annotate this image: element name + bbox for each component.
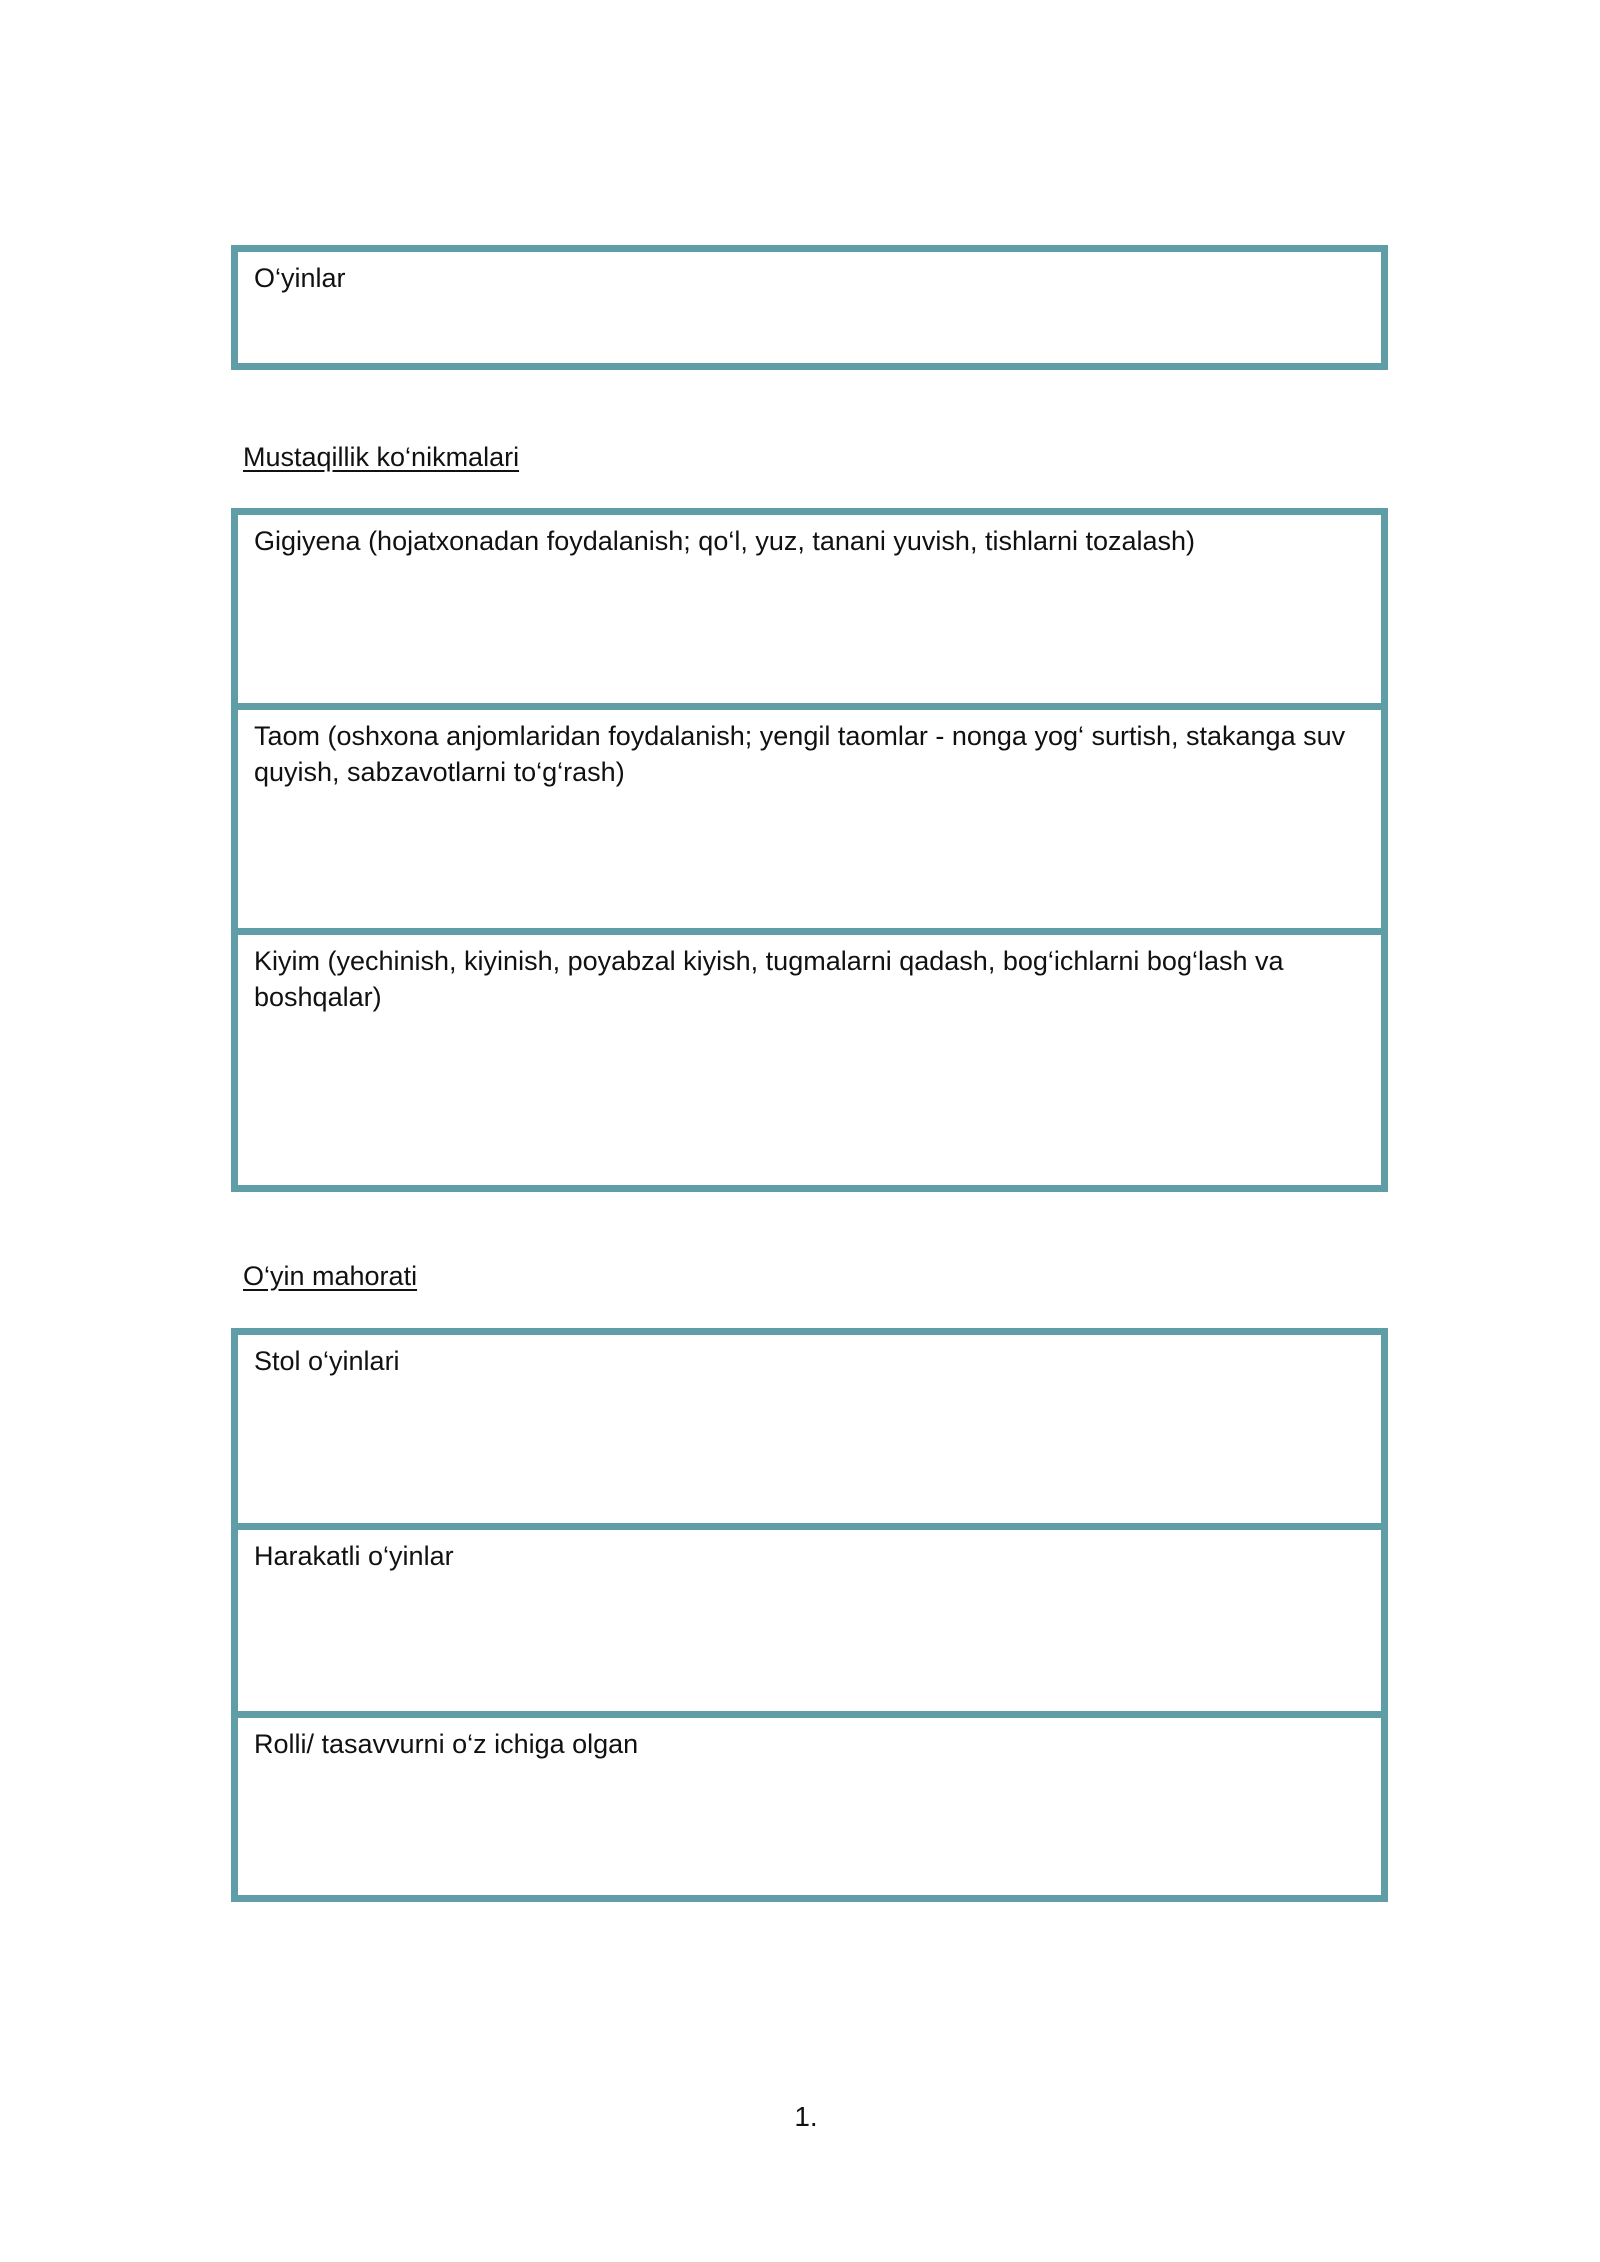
clothing-label: Kiyim (yechinish, kiyinish, poyabzal kiyish, tugmalarni qadash, bog‘ichlarni bog‘lash va boshqalar) (254, 946, 1284, 1012)
independence-heading: Mustaqillik ko‘nikmalari (243, 442, 520, 472)
games-label: O‘yinlar (254, 263, 346, 293)
games-cell[interactable] (238, 252, 1381, 363)
page-number: 1. (794, 2101, 818, 2132)
play-skills-box (231, 1328, 1388, 1902)
food-cell[interactable] (238, 703, 1381, 928)
role-play-label: Rolli/ tasavvurni o‘z ichiga olgan (254, 1729, 639, 1759)
independence-box (231, 508, 1388, 1192)
clothing-cell[interactable] (238, 928, 1381, 1185)
board-games-cell[interactable] (238, 1335, 1381, 1523)
board-games-label: Stol o‘yinlari (254, 1346, 400, 1376)
role-play-cell[interactable] (238, 1711, 1381, 1895)
hygiene-cell[interactable] (238, 515, 1381, 703)
active-games-cell[interactable] (238, 1523, 1381, 1711)
active-games-label: Harakatli o‘yinlar (254, 1541, 454, 1571)
games-box (231, 245, 1388, 370)
food-label: Taom (oshxona anjomlaridan foydalanish; yengil taomlar - nonga yog‘ surtish, stakanga suv quyish, sabzavotlarni to‘g‘rash) (254, 721, 1346, 787)
play-skills-heading: O‘yin mahorati (243, 1261, 418, 1291)
hygiene-label: Gigiyena (hojatxonadan foydalanish; qo‘l, yuz, tanani yuvish, tishlarni tozalash) (254, 526, 1196, 556)
